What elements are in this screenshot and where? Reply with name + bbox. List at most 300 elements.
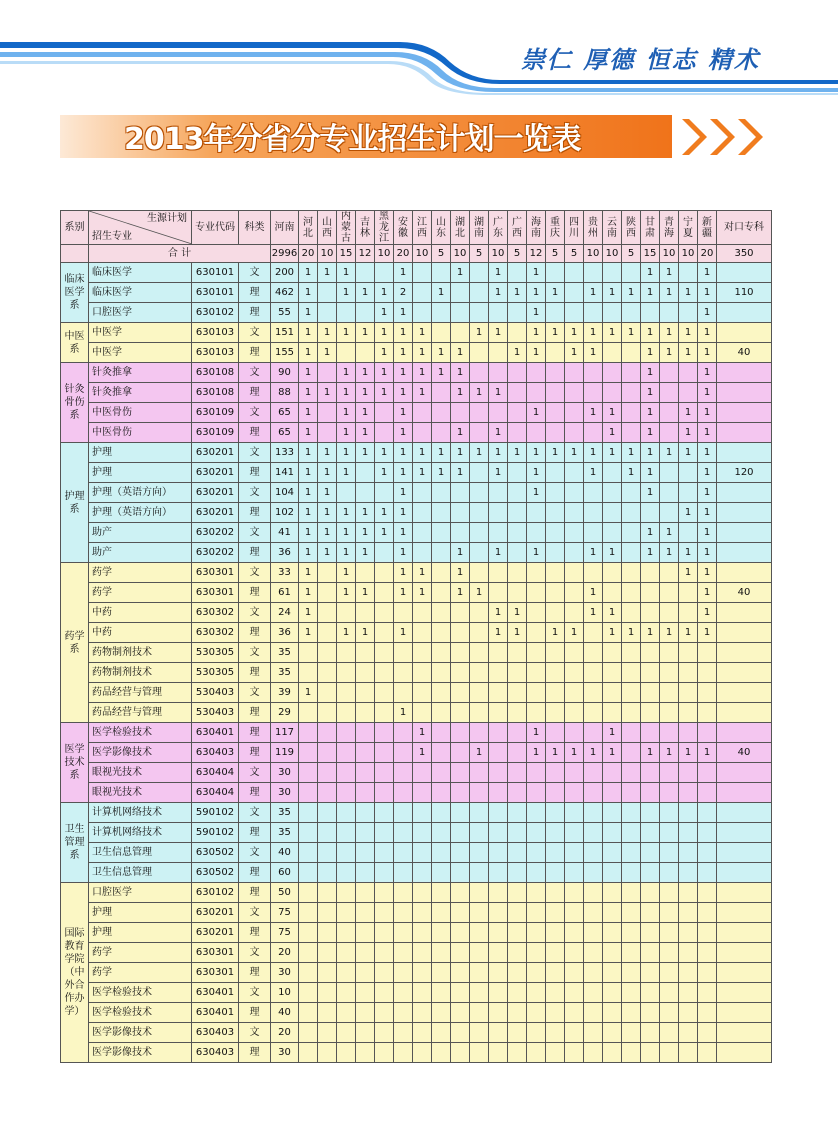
henan-count: 35 (271, 663, 299, 683)
major-code: 630202 (192, 543, 239, 563)
province-count (508, 783, 527, 803)
major-type: 文 (239, 323, 271, 343)
province-count (546, 863, 565, 883)
province-count (641, 883, 660, 903)
province-count (565, 903, 584, 923)
province-count: 1 (299, 363, 318, 383)
province-count (622, 883, 641, 903)
province-count: 1 (489, 283, 508, 303)
province-count (470, 883, 489, 903)
province-count (470, 903, 489, 923)
province-count (641, 663, 660, 683)
province-count (375, 423, 394, 443)
totals-value: 10 (660, 245, 679, 263)
table-row (61, 963, 772, 983)
province-count (698, 643, 717, 663)
province-count (527, 943, 546, 963)
province-count: 1 (394, 363, 413, 383)
province-count (375, 903, 394, 923)
province-count (546, 683, 565, 703)
header-province: 广东 (489, 211, 508, 245)
province-count (375, 663, 394, 683)
henan-count: 141 (271, 463, 299, 483)
major-type: 文 (239, 563, 271, 583)
province-count (470, 783, 489, 803)
province-count (622, 943, 641, 963)
province-count (584, 523, 603, 543)
province-count (470, 423, 489, 443)
province-count (451, 283, 470, 303)
special-count (717, 303, 772, 323)
province-count: 1 (299, 443, 318, 463)
totals-value: 20 (698, 245, 717, 263)
major-code: 630301 (192, 583, 239, 603)
province-count (679, 883, 698, 903)
province-count (375, 683, 394, 703)
province-count: 1 (318, 343, 337, 363)
special-count: 40 (717, 343, 772, 363)
province-count (546, 563, 565, 583)
province-count (641, 563, 660, 583)
province-count (565, 503, 584, 523)
header-province: 河北 (299, 211, 318, 245)
province-count (698, 663, 717, 683)
province-count (356, 563, 375, 583)
province-count (337, 723, 356, 743)
province-count (470, 823, 489, 843)
major-name: 药物制剂技术 (89, 663, 192, 683)
province-count (356, 1043, 375, 1063)
header-province: 吉林 (356, 211, 375, 245)
special-count (717, 443, 772, 463)
province-count: 1 (603, 623, 622, 643)
province-count: 1 (641, 443, 660, 463)
province-count (470, 403, 489, 423)
province-count (622, 823, 641, 843)
major-code: 630201 (192, 463, 239, 483)
province-count: 1 (394, 543, 413, 563)
province-count (546, 803, 565, 823)
province-count (394, 843, 413, 863)
totals-value: 10 (375, 245, 394, 263)
province-count (698, 723, 717, 743)
province-count (337, 303, 356, 323)
province-count (375, 723, 394, 743)
major-code: 630201 (192, 923, 239, 943)
province-count: 1 (603, 283, 622, 303)
province-count: 1 (679, 563, 698, 583)
province-count (337, 603, 356, 623)
province-count (622, 1003, 641, 1023)
major-type: 理 (239, 1003, 271, 1023)
major-code: 630401 (192, 983, 239, 1003)
province-count (508, 403, 527, 423)
major-code: 630403 (192, 743, 239, 763)
totals-value: 5 (565, 245, 584, 263)
province-count (470, 843, 489, 863)
province-count: 1 (299, 523, 318, 543)
province-count (432, 303, 451, 323)
province-count (660, 803, 679, 823)
province-count: 1 (622, 623, 641, 643)
table-row (61, 823, 772, 843)
header-province: 云南 (603, 211, 622, 245)
major-code: 630101 (192, 263, 239, 283)
province-count (489, 823, 508, 843)
major-type: 文 (239, 683, 271, 703)
province-count (527, 383, 546, 403)
province-count (508, 743, 527, 763)
province-count: 1 (337, 403, 356, 423)
province-count (451, 643, 470, 663)
province-count (299, 703, 318, 723)
totals-value: 5 (432, 245, 451, 263)
province-count (489, 503, 508, 523)
header-province: 山东 (432, 211, 451, 245)
province-count (679, 843, 698, 863)
province-count: 1 (698, 423, 717, 443)
province-count (660, 643, 679, 663)
province-count (451, 943, 470, 963)
province-count (698, 763, 717, 783)
province-count (641, 963, 660, 983)
province-count (546, 1043, 565, 1063)
henan-count: 104 (271, 483, 299, 503)
province-count (394, 823, 413, 843)
province-count (318, 983, 337, 1003)
province-count (603, 663, 622, 683)
province-count (584, 303, 603, 323)
province-count: 1 (432, 283, 451, 303)
province-count (318, 743, 337, 763)
province-count: 1 (584, 403, 603, 423)
table-row (61, 303, 772, 323)
province-count (318, 943, 337, 963)
province-count (622, 903, 641, 923)
major-name: 针灸推拿 (89, 383, 192, 403)
header-province: 湖南 (470, 211, 489, 245)
province-count (641, 943, 660, 963)
table-row (61, 783, 772, 803)
special-count: 40 (717, 583, 772, 603)
header-province: 江西 (413, 211, 432, 245)
province-count: 1 (299, 323, 318, 343)
special-count: 120 (717, 463, 772, 483)
province-count (584, 703, 603, 723)
major-code: 630108 (192, 383, 239, 403)
province-count (546, 543, 565, 563)
province-count: 1 (356, 323, 375, 343)
province-count (603, 803, 622, 823)
province-count: 1 (603, 723, 622, 743)
province-count (356, 783, 375, 803)
special-count (717, 363, 772, 383)
major-code: 590102 (192, 803, 239, 823)
province-count: 1 (584, 283, 603, 303)
province-count: 1 (641, 343, 660, 363)
province-count: 1 (375, 463, 394, 483)
special-count (717, 703, 772, 723)
province-count (489, 983, 508, 1003)
header-province: 陕西 (622, 211, 641, 245)
province-count: 1 (698, 383, 717, 403)
major-name: 卫生信息管理 (89, 843, 192, 863)
province-count: 1 (679, 623, 698, 643)
province-count (546, 643, 565, 663)
major-name: 护理 (89, 443, 192, 463)
province-count (584, 363, 603, 383)
henan-count: 30 (271, 783, 299, 803)
header-major: 招生专业 (92, 231, 132, 242)
province-count (337, 803, 356, 823)
major-code: 630103 (192, 343, 239, 363)
province-count (489, 343, 508, 363)
province-count (641, 1023, 660, 1043)
major-code: 630301 (192, 963, 239, 983)
province-count (641, 583, 660, 603)
province-count: 1 (356, 623, 375, 643)
province-count (546, 983, 565, 1003)
province-count: 1 (299, 343, 318, 363)
province-count (413, 903, 432, 923)
province-count: 1 (299, 403, 318, 423)
province-count (375, 803, 394, 823)
province-count (679, 1023, 698, 1043)
province-count (432, 1003, 451, 1023)
province-count: 1 (318, 383, 337, 403)
major-type: 理 (239, 503, 271, 523)
province-count: 1 (318, 483, 337, 503)
province-count (413, 303, 432, 323)
province-count (679, 303, 698, 323)
province-count: 1 (489, 423, 508, 443)
province-count (679, 963, 698, 983)
province-count: 1 (622, 463, 641, 483)
province-count (318, 663, 337, 683)
province-count (660, 563, 679, 583)
province-count: 1 (546, 443, 565, 463)
province-count (375, 863, 394, 883)
province-count (527, 563, 546, 583)
province-count (451, 603, 470, 623)
province-count: 1 (470, 323, 489, 343)
province-count (660, 303, 679, 323)
province-count: 1 (603, 603, 622, 623)
province-count: 1 (413, 383, 432, 403)
major-type: 文 (239, 983, 271, 1003)
henan-count: 40 (271, 843, 299, 863)
province-count (622, 663, 641, 683)
province-count (527, 903, 546, 923)
province-count: 1 (337, 583, 356, 603)
province-count: 1 (489, 323, 508, 343)
province-count (470, 923, 489, 943)
province-count (622, 403, 641, 423)
province-count (660, 723, 679, 743)
province-count (565, 643, 584, 663)
province-count: 1 (679, 343, 698, 363)
province-count (603, 823, 622, 843)
major-name: 药学 (89, 963, 192, 983)
major-name: 护理（英语方向） (89, 483, 192, 503)
province-count (451, 963, 470, 983)
province-count (299, 843, 318, 863)
province-count (432, 963, 451, 983)
province-count: 1 (508, 623, 527, 643)
province-count: 2 (394, 283, 413, 303)
totals-value: 10 (584, 245, 603, 263)
province-count (413, 523, 432, 543)
province-count: 1 (299, 383, 318, 403)
province-count (603, 783, 622, 803)
totals-value: 5 (470, 245, 489, 263)
province-count (622, 363, 641, 383)
major-type: 理 (239, 423, 271, 443)
province-count (451, 703, 470, 723)
major-type: 理 (239, 923, 271, 943)
province-count: 1 (603, 543, 622, 563)
henan-count: 65 (271, 403, 299, 423)
province-count (451, 783, 470, 803)
province-count (299, 1023, 318, 1043)
province-count (413, 683, 432, 703)
province-count (299, 943, 318, 963)
province-count (622, 843, 641, 863)
province-count (470, 983, 489, 1003)
table-row (61, 403, 772, 423)
province-count (660, 783, 679, 803)
henan-count: 40 (271, 1003, 299, 1023)
province-count (660, 983, 679, 1003)
province-count (489, 583, 508, 603)
province-count: 1 (451, 463, 470, 483)
province-count (698, 963, 717, 983)
henan-count: 29 (271, 703, 299, 723)
province-count (451, 863, 470, 883)
province-count (546, 843, 565, 863)
province-count: 1 (603, 423, 622, 443)
province-count (394, 963, 413, 983)
province-count: 1 (698, 583, 717, 603)
province-count: 1 (508, 443, 527, 463)
province-count (660, 1003, 679, 1023)
province-count (622, 523, 641, 543)
province-count (546, 703, 565, 723)
province-count (375, 263, 394, 283)
province-count (622, 723, 641, 743)
province-count (641, 703, 660, 723)
major-code: 630404 (192, 763, 239, 783)
province-count (698, 823, 717, 843)
province-count (622, 803, 641, 823)
province-count: 1 (698, 743, 717, 763)
province-count: 1 (489, 443, 508, 463)
province-count (660, 403, 679, 423)
province-count (413, 963, 432, 983)
province-count (508, 483, 527, 503)
major-name: 口腔医学 (89, 303, 192, 323)
henan-count: 50 (271, 883, 299, 903)
major-name: 中医学 (89, 323, 192, 343)
major-name: 医学影像技术 (89, 743, 192, 763)
major-name: 药品经营与管理 (89, 683, 192, 703)
province-count: 1 (660, 543, 679, 563)
province-count (603, 763, 622, 783)
province-count (318, 1003, 337, 1023)
table-row (61, 863, 772, 883)
province-count (432, 703, 451, 723)
province-count (337, 1043, 356, 1063)
province-count (698, 683, 717, 703)
province-count (337, 783, 356, 803)
province-count (546, 363, 565, 383)
table-row (61, 943, 772, 963)
province-count (660, 583, 679, 603)
province-count (622, 1023, 641, 1043)
province-count (508, 503, 527, 523)
province-count (660, 943, 679, 963)
province-count (660, 663, 679, 683)
province-count (565, 923, 584, 943)
major-code: 590102 (192, 823, 239, 843)
province-count (470, 1043, 489, 1063)
province-count (432, 1023, 451, 1043)
henan-count: 30 (271, 963, 299, 983)
province-count (603, 363, 622, 383)
province-count: 1 (622, 443, 641, 463)
major-type: 文 (239, 903, 271, 923)
province-count (470, 563, 489, 583)
province-count (584, 663, 603, 683)
province-count (584, 423, 603, 443)
special-count (717, 803, 772, 823)
province-count (413, 283, 432, 303)
table-row (61, 383, 772, 403)
province-count: 1 (698, 463, 717, 483)
major-name: 护理 (89, 923, 192, 943)
province-count (584, 943, 603, 963)
province-count (394, 603, 413, 623)
province-count: 1 (299, 283, 318, 303)
province-count: 1 (394, 503, 413, 523)
province-count (432, 483, 451, 503)
major-code: 630404 (192, 783, 239, 803)
province-count (432, 763, 451, 783)
province-count (679, 383, 698, 403)
province-count (299, 1003, 318, 1023)
province-count (527, 923, 546, 943)
province-count: 1 (660, 743, 679, 763)
province-count (318, 843, 337, 863)
totals-value: 2996 (271, 245, 299, 263)
province-count (660, 863, 679, 883)
province-count (622, 983, 641, 1003)
province-count (565, 423, 584, 443)
province-count (660, 503, 679, 523)
province-count (394, 803, 413, 823)
table-row (61, 743, 772, 763)
province-count (641, 843, 660, 863)
special-count (717, 403, 772, 423)
province-count: 1 (660, 443, 679, 463)
header-dept: 系别 (61, 211, 89, 245)
province-count: 1 (470, 583, 489, 603)
province-count (565, 863, 584, 883)
province-count (318, 1023, 337, 1043)
province-count (432, 1043, 451, 1063)
province-count (451, 683, 470, 703)
province-count (318, 903, 337, 923)
